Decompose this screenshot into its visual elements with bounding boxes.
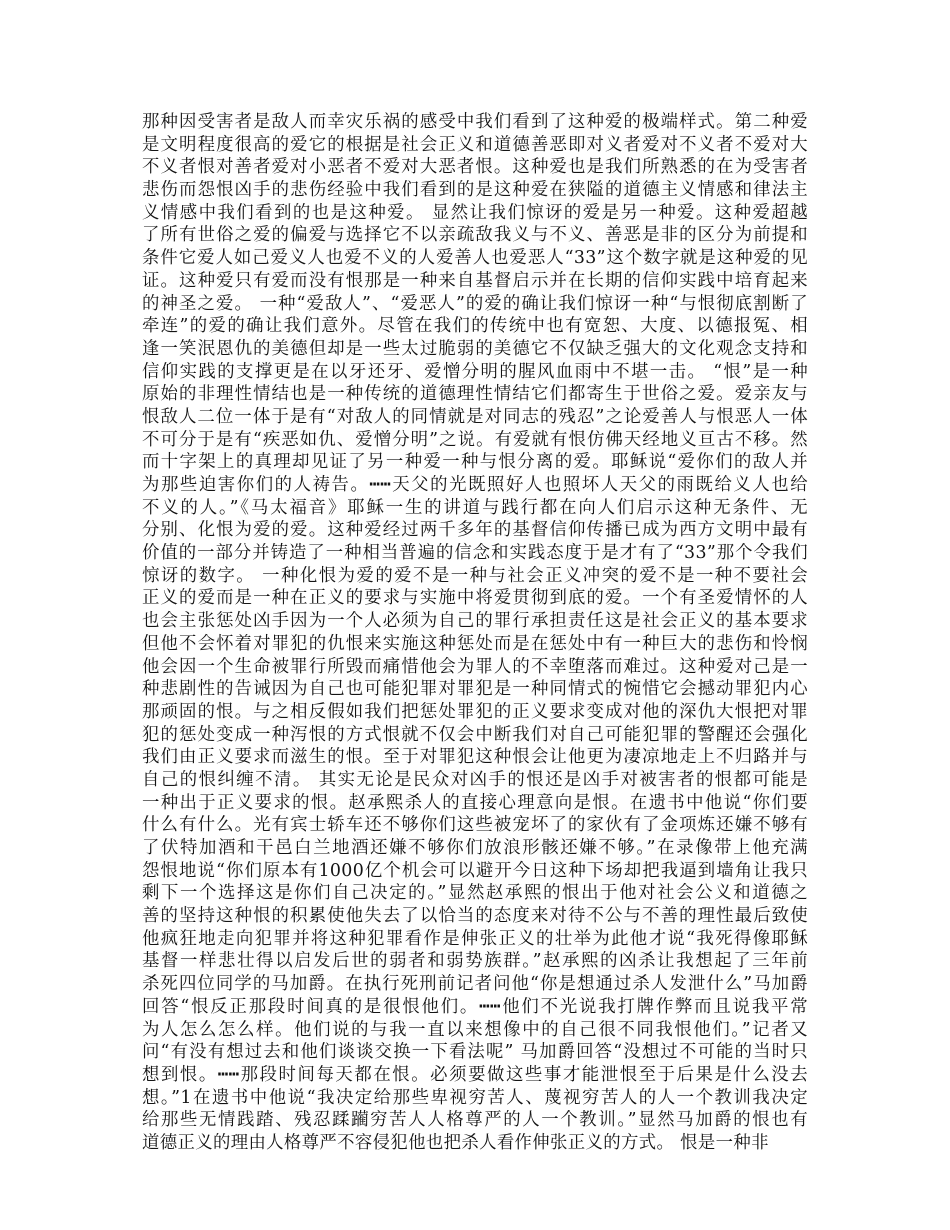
body-text [142, 111, 808, 1155]
text-line: 善的坚持这种恨的积累使他失去了以恰当的态度来对待不公与不善的理性最后致使 [142, 906, 808, 927]
text-line: 惊讶的数字。 一种化恨为爱的爱不是一种与社会正义冲突的爱不是一种不要社会 [142, 565, 808, 586]
text-line: 了所有世俗之爱的偏爱与选择它不以亲疏敌我义与不义、善恶是非的区分为前提和 [142, 225, 808, 246]
text-line: 一种出于正义要求的恨。赵承熙杀人的直接心理意向是恨。在遗书中他说“你们要 [142, 792, 808, 813]
text-line: 什么有什么。光有宾士轿车还不够你们这些被宠坏了的家伙有了金项炼还嫌不够有 [142, 815, 808, 836]
text-line: 那种因受害者是敌人而幸灾乐祸的感受中我们看到了这种爱的极端样式。第二种爱 [142, 112, 808, 132]
text-line: 基督一样悲壮得以启发后世的弱者和弱势族群。”赵承熙的凶杀让我想起了三年前 [142, 951, 808, 972]
text-line: 为人怎么怎么样。他们说的与我一直以来想像中的自己很不同我恨他们。”记者又 [142, 1019, 808, 1040]
text-line: 回答“恨反正那段时间真的是很恨他们。┅┅他们不光说我打牌作弊而且说我平常 [142, 996, 808, 1017]
text-line: 他会因一个生命被罪行所毁而痛惜他会为罪人的不幸堕落而难过。这种爱对己是一 [142, 656, 808, 677]
text-line: 也会主张惩处凶手因为一个人必须为自己的罪行承担责任这是社会正义的基本要求 [142, 611, 808, 632]
text-line: 不可分于是有“疾恶如仇、爱憎分明”之说。有爱就有恨仿佛天经地义亘古不移。然 [142, 429, 808, 450]
text-line: 他疯狂地走向犯罪并将这种犯罪看作是伸张正义的壮举为此他才说“我死得像耶稣 [142, 928, 808, 949]
text-line: 了伏特加酒和干邑白兰地酒还嫌不够你们放浪形骸还嫌不够。”在录像带上他充满 [142, 838, 808, 858]
text-line: 怨恨地说“你们原本有1000亿个机会可以避开今日这种下场却把我逼到墙角让我只 [142, 860, 808, 881]
text-line: 恨敌人二位一体于是有“对敌人的同情就是对同志的残忍”之论爱善人与恨恶人一体 [142, 406, 808, 427]
text-line: 而十字架上的真理却见证了另一种爱一种与恨分离的爱。耶稣说“爱你们的敌人并 [142, 452, 808, 473]
text-line: 正义的爱而是一种在正义的要求与实施中将爱贯彻到底的爱。一个有圣爱情怀的人 [142, 588, 808, 609]
text-line: 是文明程度很高的爱它的根据是社会正义和道德善恶即对义者爱对不义者不爱对大 [142, 134, 808, 155]
text-line: 我们由正义要求而滋生的恨。至于对罪犯这种恨会让他更为凄凉地走上不归路并与 [142, 747, 808, 768]
text-line: 想到恨。┅┅那段时间每天都在恨。必须要做这些事才能泄恨至于后果是什么没去 [142, 1064, 808, 1085]
text-line: 杀死四位同学的马加爵。在执行死刑前记者问他“你是想通过杀人发泄什么”马加爵 [142, 974, 808, 995]
text-line: 价值的一部分并铸造了一种相当普遍的信念和实践态度于是才有了“33”那个令我们 [142, 543, 808, 564]
text-line: 问“有没有想过去和他们谈谈交换一下看法呢” 马加爵回答“没想过不可能的当时只 [142, 1042, 808, 1063]
text-line: 剩下一个选择这是你们自己决定的。”显然赵承熙的恨出于他对社会公义和道德之 [142, 883, 808, 904]
text-line: 自己的恨纠缠不清。 其实无论是民众对凶手的恨还是凶手对被害者的恨都可能是 [142, 769, 808, 790]
text-line: 但他不会怀着对罪犯的仇恨来实施这种惩处而是在惩处中有一种巨大的悲伤和怜悯 [142, 633, 808, 654]
text-line: 犯的惩处变成一种泻恨的方式恨就不仅会中断我们对自己可能犯罪的警醒还会强化 [142, 724, 808, 745]
text-line: 分别、化恨为爱的爱。这种爱经过两千多年的基督信仰传播已成为西方文明中最有 [142, 520, 808, 541]
text-line: 条件它爱人如己爱义人也爱不义的人爱善人也爱恶人“33”这个数字就是这种爱的见 [142, 248, 808, 269]
text-line: 证。这种爱只有爱而没有恨那是一种来自基督启示并在长期的信仰实践中培育起来 [142, 270, 808, 291]
text-line: 悲伤而怨恨凶手的悲伤经验中我们看到的是这种爱在狭隘的道德主义情感和律法主 [142, 180, 808, 201]
text-line: 道德正义的理由人格尊严不容侵犯他也把杀人看作伸张正义的方式。 恨是一种非 [142, 1132, 769, 1153]
text-line: 牵连”的爱的确让我们意外。尽管在我们的传统中也有宽恕、大度、以德报冤、相 [142, 316, 808, 337]
text-line: 不义者恨对善者爱对小恶者不爱对大恶者恨。这种爱也是我们所熟悉的在为受害者 [142, 157, 808, 178]
text-line: 给那些无情践踏、残忍蹂躏穷苦人人格尊严的人一个教训。”显然马加爵的恨也有 [142, 1110, 808, 1131]
text-line: 想。”1在遗书中他说“我决定给那些卑视穷苦人、蔑视穷苦人的人一个教训我决定 [142, 1087, 808, 1108]
text-line: 不义的人。”《马太福音》耶稣一生的讲道与践行都在向人们启示这种无条件、无 [142, 497, 808, 518]
text-line: 那顽固的恨。与之相反假如我们把惩处罪犯的正义要求变成对他的深仇大恨把对罪 [142, 701, 808, 722]
text-line: 信仰实践的支撑更是在以牙还牙、爱憎分明的腥风血雨中不堪一击。 “恨”是一种 [142, 361, 808, 382]
text-line: 逢一笑泯恩仇的美德但却是一些太过脆弱的美德它不仅缺乏强大的文化观念支持和 [142, 338, 808, 359]
text-line: 原始的非理性情结也是一种传统的道德理性情结它们都寄生于世俗之爱。爱亲友与 [142, 384, 808, 405]
text-line: 种悲剧性的告诫因为自己也可能犯罪对罪犯是一种同情式的惋惜它会撼动罪犯内心 [142, 679, 808, 700]
text-line: 为那些迫害你们的人祷告。┅┅天父的光既照好人也照坏人天父的雨既给义人也给 [142, 475, 808, 495]
text-line: 的神圣之爱。 一种“爱敌人”、“爱恶人”的爱的确让我们惊讶一种“与恨彻底割断了 [142, 293, 808, 314]
text-line: 义情感中我们看到的也是这种爱。 显然让我们惊讶的爱是另一种爱。这种爱超越 [142, 202, 808, 223]
